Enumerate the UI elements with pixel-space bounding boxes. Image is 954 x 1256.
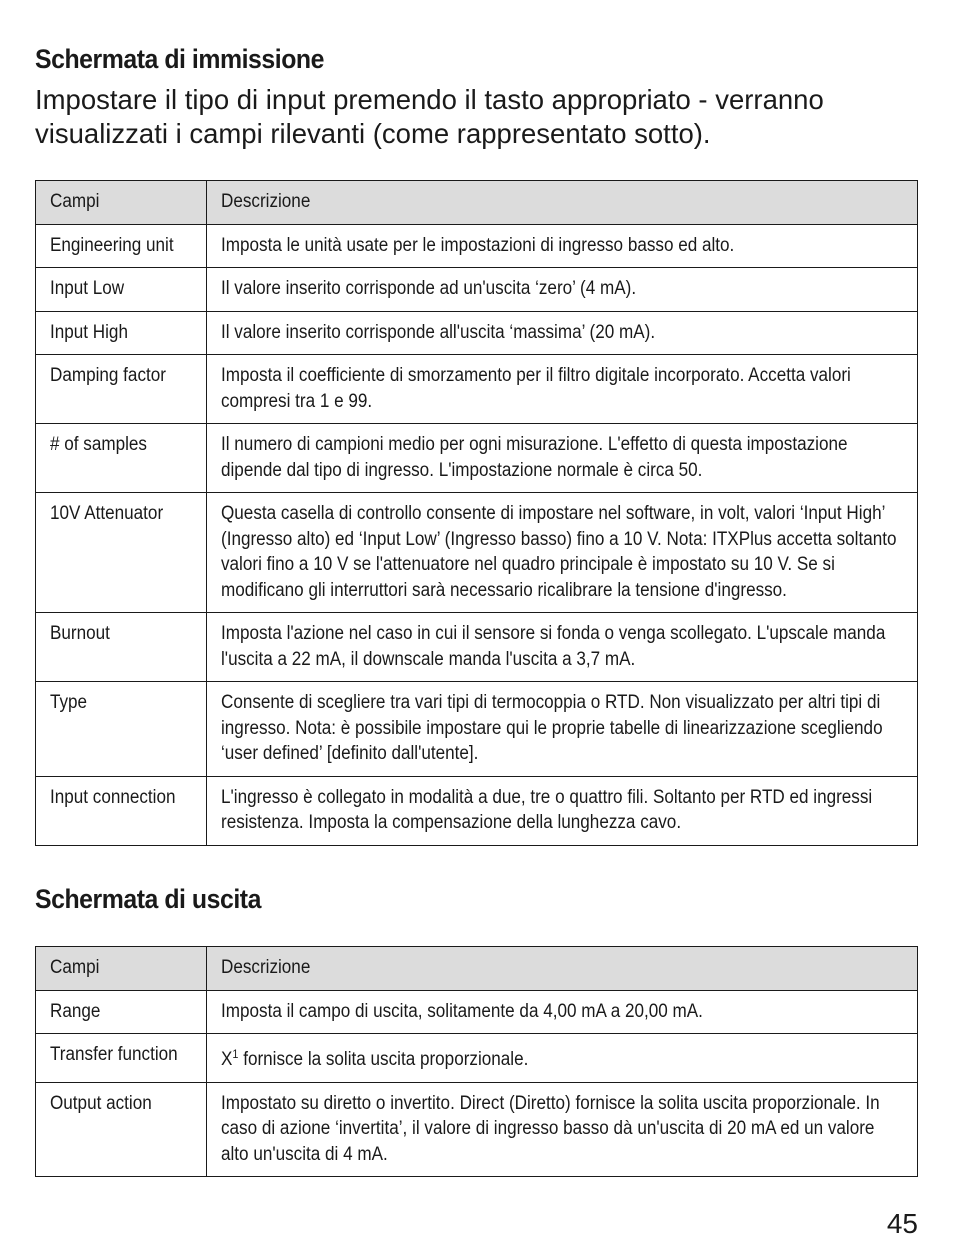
field-name-cell: Damping factor — [36, 355, 207, 424]
table-row — [36, 613, 918, 682]
field-name-cell: Transfer function — [36, 1034, 207, 1083]
transfer-symbol: X — [221, 1049, 233, 1070]
field-name-cell: 10V Attenuator — [36, 493, 207, 613]
field-name-cell: Burnout — [36, 613, 207, 682]
description-cell: Questa casella di controllo consente di impostare nel software, in volt, valori ‘Input High’ (Ingresso alto) ed ‘Input Low’ (Ingresso basso) fino a 10 V. Nota: ITXPlus accetta soltanto valori fino a 10 V se l'attenuatore nel quadro principale è impostato su 10 V. Se si modificano gli interruttori sarà necessario ricalibrare la tensione d'ingresso. — [207, 493, 918, 613]
page-number: 45 — [886, 1208, 918, 1239]
intro-paragraph: Impostare il tipo di input premendo il tasto appropriato - verranno visualizzati i campi rilevanti (come rappresentato sotto). — [35, 84, 824, 149]
field-name-cell: Range — [36, 990, 207, 1034]
column-header-description: Descrizione — [207, 181, 918, 225]
description-cell: Consente di scegliere tra vari tipi di termocoppia o RTD. Non visualizzato per altri tipi di ingresso. Nota: è possibile impostare qui le proprie tabelle di linearizzazione scegliendo ‘user defined’ [definito dall'utente]. — [207, 682, 918, 777]
transfer-description: fornisce la solita uscita proporzionale. — [238, 1049, 529, 1070]
superscript-one: 1 — [232, 1047, 239, 1061]
table-row — [36, 1034, 918, 1083]
field-name-cell: Input connection — [36, 776, 207, 845]
table-row — [36, 682, 918, 777]
table-row — [36, 990, 918, 1034]
table-header-row — [36, 947, 918, 991]
table-header-row — [36, 181, 918, 225]
description-cell — [207, 1034, 918, 1083]
field-name-cell: Engineering unit — [36, 224, 207, 268]
field-name-cell: Input Low — [36, 268, 207, 312]
entry-fields-table — [35, 180, 918, 846]
field-name-cell: Type — [36, 682, 207, 777]
description-cell: Imposta le unità usate per le impostazioni di ingresso basso ed alto. — [207, 224, 918, 268]
description-cell: Imposta il coefficiente di smorzamento per il filtro digitale incorporato. Accetta valori compresi tra 1 e 99. — [207, 355, 918, 424]
table-row — [36, 311, 918, 355]
output-fields-table — [35, 946, 918, 1177]
table-row — [36, 1082, 918, 1177]
field-name-cell: Input High — [36, 311, 207, 355]
section-heading-entry: Schermata di immissione — [35, 44, 324, 74]
table-row — [36, 776, 918, 845]
table-row — [36, 268, 918, 312]
table-row — [36, 224, 918, 268]
field-name-cell: # of samples — [36, 424, 207, 493]
table-row — [36, 493, 918, 613]
column-header-fields: Campi — [36, 181, 207, 225]
description-cell: L'ingresso è collegato in modalità a due, tre o quattro fili. Soltanto per RTD ed ingressi resistenza. Imposta la compensazione della lunghezza cavo. — [207, 776, 918, 845]
section-heading-output: Schermata di uscita — [35, 884, 261, 914]
description-cell: Il valore inserito corrisponde all'uscita ‘massima’ (20 mA). — [207, 311, 918, 355]
description-cell: Imposta il campo di uscita, solitamente da 4,00 mA a 20,00 mA. — [207, 990, 918, 1034]
description-cell: Il valore inserito corrisponde ad un'uscita ‘zero’ (4 mA). — [207, 268, 918, 312]
description-cell: Il numero di campioni medio per ogni misurazione. L'effetto di questa impostazione dipende dal tipo di ingresso. L'impostazione normale è circa 50. — [207, 424, 918, 493]
table-row — [36, 424, 918, 493]
table-row — [36, 355, 918, 424]
column-header-fields: Campi — [36, 947, 207, 991]
column-header-description: Descrizione — [207, 947, 918, 991]
field-name-cell: Output action — [36, 1082, 207, 1177]
description-cell: Imposta l'azione nel caso in cui il sensore si fonda o venga scollegato. L'upscale manda l'uscita a 22 mA, il downscale manda l'uscita a 3,7 mA. — [207, 613, 918, 682]
description-cell: Impostato su diretto o invertito. Direct (Diretto) fornisce la solita uscita proporzionale. In caso di azione ‘invertita’, il valore di ingresso basso dà un'uscita di 20 mA ed un valore alto un'uscita di 4 mA. — [207, 1082, 918, 1177]
